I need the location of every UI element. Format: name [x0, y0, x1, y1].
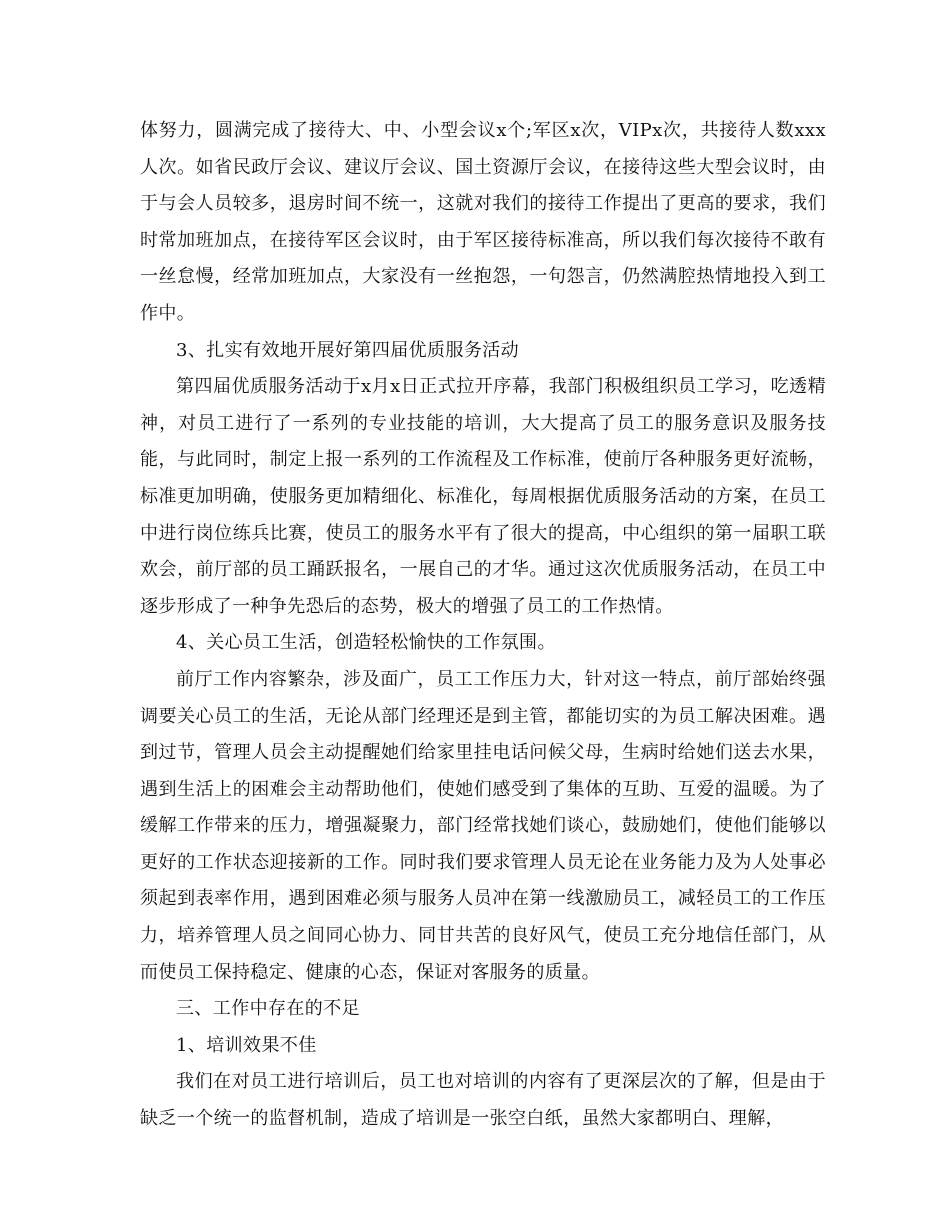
document-body — [140, 113, 826, 1138]
section-heading-shortcomings: 三、工作中存在的不足 — [176, 998, 360, 1020]
paragraph-service-activity: 第四届优质服务活动于x月x日正式拉开序幕，我部门积极组织员工学习，吃透精神，对员工进行了一系列的专业技能的培训，大大提高了员工的服务意识及服务技能，与此同时，制定上报一系列的工作流程及工作标准，使前厅各种服务更好流畅，标准更加明确，使服务更加精细化、标准化，每周根据优质服务活动的方案，在员工中进行岗位练兵比赛，使员工的服务水平有了很大的提高，中心组织的第一届职工联欢会，前厅部的员工踊跃报名，一展自己的才华。通过这次优质服务活动，在员工中逐步形成了一种争先恐后的态势，极大的增强了员工的工作热情。 — [140, 376, 826, 617]
paragraph-training: 我们在对员工进行培训后，员工也对培训的内容有了更深层次的了解，但是由于缺乏一个统一的监督机制，造成了培训是一张空白纸，虽然大家都明白、理解， — [140, 1071, 826, 1130]
section-heading-3: 3、扎实有效地开展好第四届优质服务活动 — [176, 339, 520, 361]
paragraph-continuation: 体努力，圆满完成了接待大、中、小型会议x个;军区x次，VIPx次，共接待人数xxx人次。如省民政厅会议、建议厅会议、国土资源厅会议，在接待这些大型会议时，由于与会人员较多，退房时间不统一，这就对我们的接待工作提出了更高的要求，我们时常加班加点，在接待军区会议时，由于军区接待标准高，所以我们每次接待不敢有一丝怠慢，经常加班加点，大家没有一丝抱怨，一句怨言，仍然满腔热情地投入到工作中。 — [140, 120, 826, 324]
paragraph-employee-care: 前厅工作内容繁杂，涉及面广，员工工作压力大，针对这一特点，前厅部始终强调要关心员工的生活，无论从部门经理还是到主管，都能切实的为员工解决困难。遇到过节，管理人员会主动提醒她们给家里挂电话问候父母，生病时给她们送去水果，遇到生活上的困难会主动帮助他们，使她们感受到了集体的互助、互爱的温暖。为了缓解工作带来的压力，增强凝聚力，部门经常找她们谈心，鼓励她们，使他们能够以更好的工作状态迎接新的工作。同时我们要求管理人员无论在业务能力及为人处事必须起到表率作用，遇到困难必须与服务人员冲在第一线激励员工，减轻员工的工作压力，培养管理人员之间同心协力、同甘共苦的良好风气，使员工充分地信任部门，从而使员工保持稳定、健康的心态，保证对客服务的质量。 — [140, 668, 826, 983]
section-heading-4: 4、关心员工生活，创造轻松愉快的工作氛围。 — [176, 632, 556, 654]
section-heading-training: 1、培训效果不佳 — [176, 1034, 317, 1056]
